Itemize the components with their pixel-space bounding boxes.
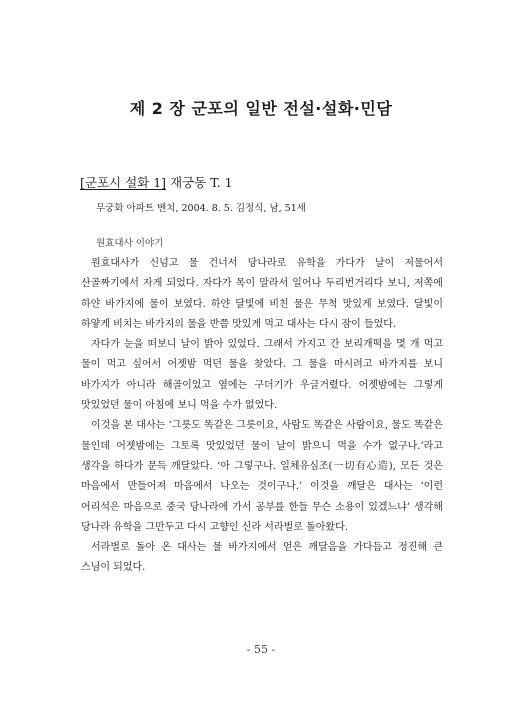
page-number: - 55 - [246, 643, 276, 656]
paragraph: 이것을 본 대사는 ‘그릇도 똑같은 그릇이요, 사람도 똑같은 사람이요, 물도 똑같은 물인데 어젯밤에는 그토록 맛있었던 물이 날이 밝으니 먹을 수가 없구나.’라고 생각을 하다가 문득 깨달았다. ‘아 그렇구나. 일체유심조(一切有心造), 모든 것은 마음에서 만들어져 마음에서 나오는 것이구나.’ 이것을 깨달은 대사는 ‘이런 어리석은 마음으로 중국 당나라에 가서 공부를 한들 무슨 소용이 있겠느냐’ 생각해 당나라 유학을 그만두고 다시 고향인 신라 서라벌로 돌아왔다. [81, 420, 443, 533]
body-text [81, 254, 443, 579]
paragraph: 자다가 눈을 떠보니 날이 밝아 있었다. 그래서 가지고 간 보리개떡을 몇 개 먹고 물이 먹고 싶어서 어젯밤 먹던 물을 찾았다. 그 물을 마시려고 바가지를 보니 바가지가 아니라 해골이었고 옆에는 구더기가 우글거렸다. 어젯밤에는 그렇게 맛있었던 물이 아침에 보니 먹을 수가 없었다. [81, 339, 443, 412]
paragraph: 원효대사가 신넘고 물 건너서 당나라로 유학을 가다가 날이 저물어서 산골짜기에서 자게 되었다. 자다가 목이 말라서 일어나 두리번거리다 보니, 저쪽에 하얀 바가지에 물이 보였다. 하얀 달빛에 비친 물은 무척 맛있게 보였다. 달빛이 하얗게 비치는 바가지의 물을 반쯤 맛있게 먹고 대사는 다시 잠이 들었다. [81, 258, 443, 330]
story-title: 원효대사 이야기 [96, 238, 164, 249]
section-label: [군포시 설화 1] [80, 175, 167, 190]
section-title: 재궁동 T. 1 [170, 175, 233, 190]
section-heading [80, 173, 233, 191]
paragraph: 서라벌로 돌아 온 대사는 물 바가지에서 얻은 깨달음을 가다듬고 정진해 큰 스님이 되었다. [81, 542, 443, 574]
source-line: 무궁화 아파트 벤치, 2004. 8. 5. 김정식, 남, 51세 [96, 203, 306, 214]
chapter-title: 제 2 장 군포의 일반 전설·설화·민담 [129, 99, 393, 118]
